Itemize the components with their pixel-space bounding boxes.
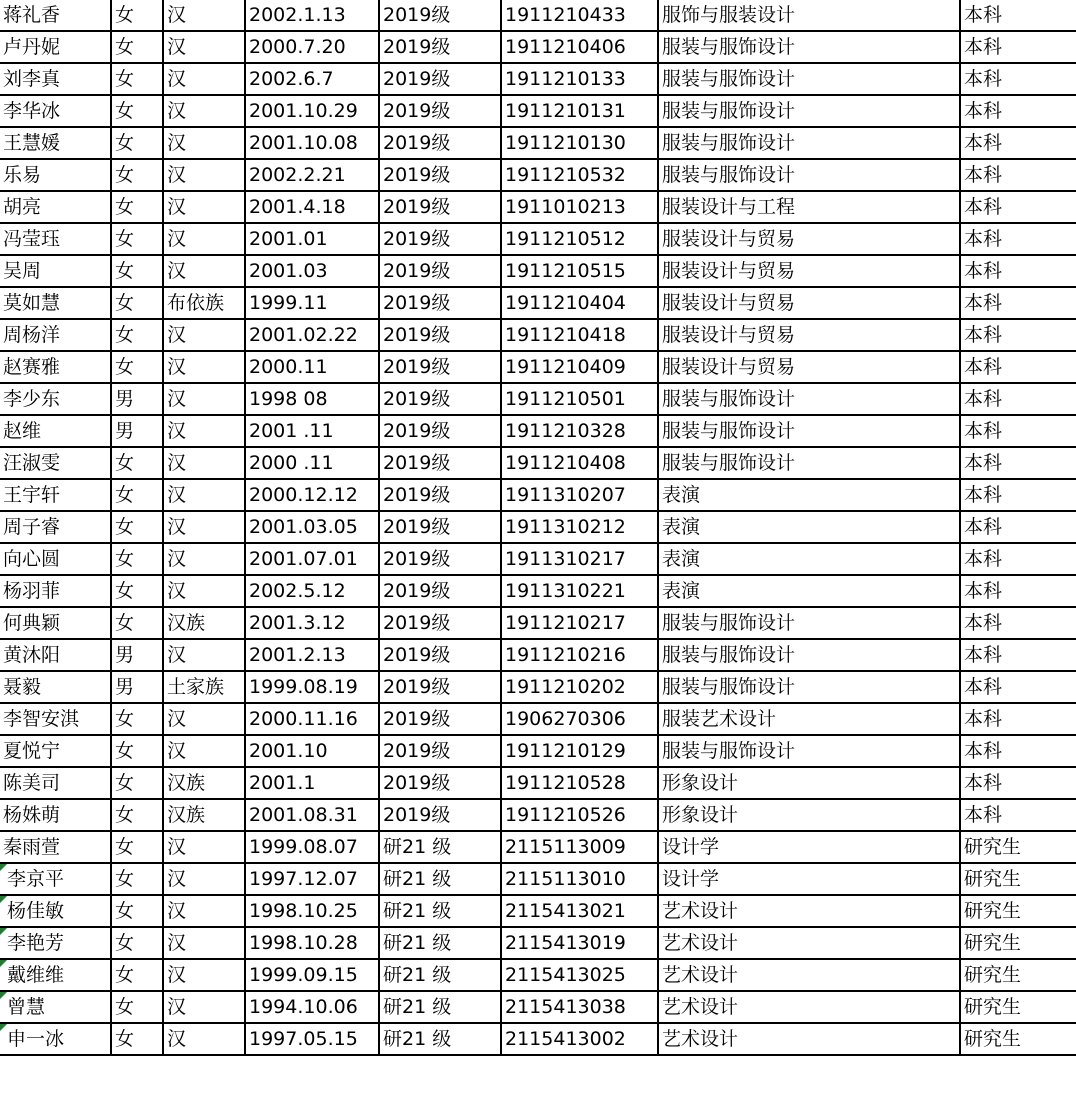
ethnicity-cell[interactable]: 汉 [163, 895, 245, 927]
table-row [0, 511, 1076, 543]
gender-cell[interactable]: 女 [111, 543, 163, 575]
ethnicity-cell[interactable]: 布依族 [163, 287, 245, 319]
major-cell[interactable]: 服装与服饰设计 [658, 735, 960, 767]
major-cell[interactable]: 服装与服饰设计 [658, 63, 960, 95]
degree-level-cell[interactable]: 本科 [960, 223, 1076, 255]
name-cell[interactable]: 向心圆 [0, 543, 111, 575]
major-cell[interactable]: 艺术设计 [658, 959, 960, 991]
ethnicity-cell[interactable]: 汉 [163, 959, 245, 991]
name-cell[interactable]: 卢丹妮 [0, 31, 111, 63]
grade-cell[interactable]: 2019级 [379, 31, 501, 63]
degree-level-cell[interactable]: 研究生 [960, 895, 1076, 927]
major-cell[interactable]: 服装与服饰设计 [658, 383, 960, 415]
name-cell[interactable]: 秦雨萱 [0, 831, 111, 863]
student-id-cell[interactable]: 1906270306 [501, 703, 658, 735]
degree-level-cell[interactable]: 本科 [960, 735, 1076, 767]
degree-level-cell[interactable]: 本科 [960, 95, 1076, 127]
table-row [0, 351, 1076, 383]
degree-level-cell[interactable]: 研究生 [960, 991, 1076, 1023]
degree-level-cell[interactable]: 本科 [960, 63, 1076, 95]
ethnicity-cell[interactable]: 汉 [163, 95, 245, 127]
major-cell[interactable]: 服装与服饰设计 [658, 639, 960, 671]
grade-cell[interactable]: 2019级 [379, 415, 501, 447]
major-cell[interactable]: 设计学 [658, 831, 960, 863]
degree-level-cell[interactable]: 研究生 [960, 959, 1076, 991]
grade-cell[interactable]: 2019级 [379, 767, 501, 799]
grade-cell[interactable]: 2019级 [379, 159, 501, 191]
birth-date-cell[interactable]: 2000.7.20 [245, 31, 379, 63]
grade-cell[interactable]: 研21 级 [379, 959, 501, 991]
student-id-cell[interactable]: 1911310212 [501, 511, 658, 543]
gender-cell[interactable]: 男 [111, 415, 163, 447]
student-id-cell[interactable]: 2115413038 [501, 991, 658, 1023]
birth-date-cell[interactable]: 2002.5.12 [245, 575, 379, 607]
birth-date-cell[interactable]: 1999.11 [245, 287, 379, 319]
grade-cell[interactable]: 2019级 [379, 607, 501, 639]
ethnicity-cell[interactable]: 汉 [163, 639, 245, 671]
ethnicity-cell[interactable]: 汉族 [163, 799, 245, 831]
table-row [0, 479, 1076, 511]
name-cell[interactable]: 李华冰 [0, 95, 111, 127]
birth-date-cell[interactable]: 2000.12.12 [245, 479, 379, 511]
table-row [0, 767, 1076, 799]
student-id-cell[interactable]: 1911210404 [501, 287, 658, 319]
name-cell[interactable]: 周杨洋 [0, 319, 111, 351]
grade-cell[interactable]: 2019级 [379, 799, 501, 831]
degree-level-cell[interactable]: 本科 [960, 543, 1076, 575]
name-cell[interactable]: 吴周 [0, 255, 111, 287]
table-row [0, 31, 1076, 63]
table-row [0, 383, 1076, 415]
gender-cell[interactable]: 女 [111, 895, 163, 927]
ethnicity-cell[interactable]: 汉 [163, 575, 245, 607]
major-cell[interactable]: 服装设计与贸易 [658, 223, 960, 255]
student-id-cell[interactable]: 1911210216 [501, 639, 658, 671]
table-row [0, 959, 1076, 991]
table-row [0, 735, 1076, 767]
major-cell[interactable]: 服装与服饰设计 [658, 607, 960, 639]
table-row [0, 287, 1076, 319]
major-cell[interactable]: 服装与服饰设计 [658, 159, 960, 191]
gender-cell[interactable]: 女 [111, 31, 163, 63]
ethnicity-cell[interactable]: 汉 [163, 479, 245, 511]
ethnicity-cell[interactable]: 汉 [163, 319, 245, 351]
degree-level-cell[interactable]: 本科 [960, 415, 1076, 447]
ethnicity-cell[interactable]: 汉 [163, 831, 245, 863]
degree-level-cell[interactable]: 本科 [960, 447, 1076, 479]
major-cell[interactable]: 表演 [658, 479, 960, 511]
name-cell[interactable]: 李少东 [0, 383, 111, 415]
gender-cell[interactable]: 女 [111, 575, 163, 607]
student-id-cell[interactable]: 1911310207 [501, 479, 658, 511]
name-cell[interactable]: 黄沐阳 [0, 639, 111, 671]
grade-cell[interactable]: 2019级 [379, 287, 501, 319]
student-id-cell[interactable]: 1911310217 [501, 543, 658, 575]
student-id-cell[interactable]: 2115113010 [501, 863, 658, 895]
student-id-cell[interactable]: 2115113009 [501, 831, 658, 863]
major-cell[interactable]: 服装与服饰设计 [658, 671, 960, 703]
student-id-cell[interactable]: 1911210526 [501, 799, 658, 831]
ethnicity-cell[interactable]: 汉 [163, 927, 245, 959]
major-cell[interactable]: 服饰与服装设计 [658, 0, 960, 31]
degree-level-cell[interactable]: 本科 [960, 671, 1076, 703]
gender-cell[interactable]: 女 [111, 735, 163, 767]
birth-date-cell[interactable]: 2001.03.05 [245, 511, 379, 543]
grade-cell[interactable]: 研21 级 [379, 831, 501, 863]
grade-cell[interactable]: 2019级 [379, 255, 501, 287]
grade-cell[interactable]: 研21 级 [379, 895, 501, 927]
ethnicity-cell[interactable]: 汉 [163, 447, 245, 479]
name-cell[interactable]: 杨羽菲 [0, 575, 111, 607]
birth-date-cell[interactable]: 1998 08 [245, 383, 379, 415]
major-cell[interactable]: 设计学 [658, 863, 960, 895]
gender-cell[interactable]: 女 [111, 767, 163, 799]
name-cell[interactable]: 陈美司 [0, 767, 111, 799]
major-cell[interactable]: 服装艺术设计 [658, 703, 960, 735]
student-id-cell[interactable]: 1911210408 [501, 447, 658, 479]
name-cell[interactable]: 何典颖 [0, 607, 111, 639]
grade-cell[interactable]: 2019级 [379, 447, 501, 479]
major-cell[interactable]: 服装设计与贸易 [658, 319, 960, 351]
gender-cell[interactable]: 女 [111, 351, 163, 383]
grade-cell[interactable]: 2019级 [379, 319, 501, 351]
gender-cell[interactable]: 女 [111, 479, 163, 511]
birth-date-cell[interactable]: 2001.08.31 [245, 799, 379, 831]
ethnicity-cell[interactable]: 汉 [163, 255, 245, 287]
table-row [0, 447, 1076, 479]
birth-date-cell[interactable]: 1999.09.15 [245, 959, 379, 991]
grade-cell[interactable]: 2019级 [379, 383, 501, 415]
grade-cell[interactable]: 2019级 [379, 735, 501, 767]
student-id-cell[interactable]: 1911210512 [501, 223, 658, 255]
birth-date-cell[interactable]: 2001.03 [245, 255, 379, 287]
table-row [0, 191, 1076, 223]
name-cell[interactable]: 王慧媛 [0, 127, 111, 159]
student-id-cell[interactable]: 1911210515 [501, 255, 658, 287]
ethnicity-cell[interactable]: 汉族 [163, 767, 245, 799]
degree-level-cell[interactable]: 本科 [960, 479, 1076, 511]
table-row [0, 703, 1076, 735]
birth-date-cell[interactable]: 2000.11 [245, 351, 379, 383]
gender-cell[interactable]: 女 [111, 159, 163, 191]
name-cell[interactable]: 王宇轩 [0, 479, 111, 511]
gender-cell[interactable]: 女 [111, 799, 163, 831]
degree-level-cell[interactable]: 本科 [960, 703, 1076, 735]
name-cell[interactable]: 聂毅 [0, 671, 111, 703]
table-row [0, 223, 1076, 255]
major-cell[interactable]: 艺术设计 [658, 895, 960, 927]
degree-level-cell[interactable]: 本科 [960, 287, 1076, 319]
major-cell[interactable]: 服装设计与贸易 [658, 287, 960, 319]
degree-level-cell[interactable]: 本科 [960, 127, 1076, 159]
table-row [0, 607, 1076, 639]
ethnicity-cell[interactable]: 汉 [163, 191, 245, 223]
gender-cell[interactable]: 女 [111, 1023, 163, 1055]
birth-date-cell[interactable]: 2001.02.22 [245, 319, 379, 351]
birth-date-cell[interactable]: 2001.10 [245, 735, 379, 767]
degree-level-cell[interactable]: 研究生 [960, 927, 1076, 959]
student-id-cell[interactable]: 1911210328 [501, 415, 658, 447]
degree-level-cell[interactable]: 本科 [960, 191, 1076, 223]
degree-level-cell[interactable]: 本科 [960, 159, 1076, 191]
name-cell[interactable]: 赵赛雅 [0, 351, 111, 383]
table-row [0, 63, 1076, 95]
grade-cell[interactable]: 研21 级 [379, 863, 501, 895]
student-id-cell[interactable]: 1911210433 [501, 0, 658, 31]
ethnicity-cell[interactable]: 汉 [163, 703, 245, 735]
grade-cell[interactable]: 2019级 [379, 127, 501, 159]
student-id-cell[interactable]: 1911210217 [501, 607, 658, 639]
name-cell[interactable]: 冯莹珏 [0, 223, 111, 255]
major-cell[interactable]: 服装与服饰设计 [658, 127, 960, 159]
birth-date-cell[interactable]: 2001.01 [245, 223, 379, 255]
student-id-cell[interactable]: 1911210528 [501, 767, 658, 799]
degree-level-cell[interactable]: 本科 [960, 0, 1076, 31]
major-cell[interactable]: 艺术设计 [658, 991, 960, 1023]
degree-level-cell[interactable]: 研究生 [960, 831, 1076, 863]
birth-date-cell[interactable]: 2001.3.12 [245, 607, 379, 639]
major-cell[interactable]: 艺术设计 [658, 927, 960, 959]
gender-cell[interactable]: 女 [111, 319, 163, 351]
table-row [0, 95, 1076, 127]
degree-level-cell[interactable]: 本科 [960, 575, 1076, 607]
ethnicity-cell[interactable]: 汉 [163, 543, 245, 575]
ethnicity-cell[interactable]: 汉 [163, 415, 245, 447]
grade-cell[interactable]: 2019级 [379, 223, 501, 255]
grade-cell[interactable]: 2019级 [379, 543, 501, 575]
ethnicity-cell[interactable]: 汉 [163, 223, 245, 255]
gender-cell[interactable]: 女 [111, 703, 163, 735]
grade-cell[interactable]: 2019级 [379, 191, 501, 223]
ethnicity-cell[interactable]: 土家族 [163, 671, 245, 703]
birth-date-cell[interactable]: 1997.12.07 [245, 863, 379, 895]
ethnicity-cell[interactable]: 汉 [163, 991, 245, 1023]
birth-date-cell[interactable]: 1998.10.28 [245, 927, 379, 959]
birth-date-cell[interactable]: 2001.10.08 [245, 127, 379, 159]
degree-level-cell[interactable]: 本科 [960, 639, 1076, 671]
ethnicity-cell[interactable]: 汉 [163, 383, 245, 415]
table-row [0, 1023, 1076, 1055]
student-id-cell[interactable]: 1911210532 [501, 159, 658, 191]
name-cell[interactable]: 赵维 [0, 415, 111, 447]
gender-cell[interactable]: 女 [111, 959, 163, 991]
name-cell[interactable]: 周子睿 [0, 511, 111, 543]
ethnicity-cell[interactable]: 汉 [163, 735, 245, 767]
name-cell[interactable]: 曾慧 [0, 991, 111, 1023]
degree-level-cell[interactable]: 本科 [960, 607, 1076, 639]
ethnicity-cell[interactable]: 汉 [163, 159, 245, 191]
name-cell[interactable]: 胡亮 [0, 191, 111, 223]
table-row [0, 127, 1076, 159]
birth-date-cell[interactable]: 2002.6.7 [245, 63, 379, 95]
gender-cell[interactable]: 女 [111, 831, 163, 863]
gender-cell[interactable]: 女 [111, 287, 163, 319]
birth-date-cell[interactable]: 1994.10.06 [245, 991, 379, 1023]
table-row [0, 831, 1076, 863]
degree-level-cell[interactable]: 本科 [960, 383, 1076, 415]
grade-cell[interactable]: 2019级 [379, 95, 501, 127]
major-cell[interactable]: 表演 [658, 511, 960, 543]
major-cell[interactable]: 服装与服饰设计 [658, 31, 960, 63]
gender-cell[interactable]: 女 [111, 991, 163, 1023]
gender-cell[interactable]: 女 [111, 191, 163, 223]
major-cell[interactable]: 形象设计 [658, 799, 960, 831]
name-cell[interactable]: 夏悦宁 [0, 735, 111, 767]
gender-cell[interactable]: 女 [111, 447, 163, 479]
table-row [0, 543, 1076, 575]
major-cell[interactable]: 服装与服饰设计 [658, 447, 960, 479]
table-row [0, 255, 1076, 287]
birth-date-cell[interactable]: 2001.4.18 [245, 191, 379, 223]
grade-cell[interactable]: 2019级 [379, 671, 501, 703]
birth-date-cell[interactable]: 2001.10.29 [245, 95, 379, 127]
ethnicity-cell[interactable]: 汉族 [163, 607, 245, 639]
birth-date-cell[interactable]: 1998.10.25 [245, 895, 379, 927]
name-cell[interactable]: 申一冰 [0, 1023, 111, 1055]
ethnicity-cell[interactable]: 汉 [163, 63, 245, 95]
birth-date-cell[interactable]: 1997.05.15 [245, 1023, 379, 1055]
ethnicity-cell[interactable]: 汉 [163, 1023, 245, 1055]
student-id-cell[interactable]: 1911210409 [501, 351, 658, 383]
name-cell[interactable]: 刘李真 [0, 63, 111, 95]
birth-date-cell[interactable]: 2001 .11 [245, 415, 379, 447]
student-id-cell[interactable]: 1911210406 [501, 31, 658, 63]
gender-cell[interactable]: 男 [111, 671, 163, 703]
birth-date-cell[interactable]: 2002.1.13 [245, 0, 379, 31]
degree-level-cell[interactable]: 本科 [960, 351, 1076, 383]
major-cell[interactable]: 服装与服饰设计 [658, 415, 960, 447]
student-id-cell[interactable]: 2115413021 [501, 895, 658, 927]
ethnicity-cell[interactable]: 汉 [163, 863, 245, 895]
table-row [0, 319, 1076, 351]
major-cell[interactable]: 表演 [658, 575, 960, 607]
birth-date-cell[interactable]: 2001.1 [245, 767, 379, 799]
birth-date-cell[interactable]: 2000 .11 [245, 447, 379, 479]
name-cell[interactable]: 乐易 [0, 159, 111, 191]
table-row [0, 991, 1076, 1023]
ethnicity-cell[interactable]: 汉 [163, 511, 245, 543]
student-id-cell[interactable]: 1911010213 [501, 191, 658, 223]
student-id-cell[interactable]: 2115413002 [501, 1023, 658, 1055]
name-cell[interactable]: 李京平 [0, 863, 111, 895]
gender-cell[interactable]: 男 [111, 383, 163, 415]
gender-cell[interactable]: 女 [111, 0, 163, 31]
student-id-cell[interactable]: 1911210131 [501, 95, 658, 127]
gender-cell[interactable]: 女 [111, 223, 163, 255]
student-id-cell[interactable]: 1911210202 [501, 671, 658, 703]
major-cell[interactable]: 表演 [658, 543, 960, 575]
name-cell[interactable]: 李智安淇 [0, 703, 111, 735]
grade-cell[interactable]: 2019级 [379, 703, 501, 735]
birth-date-cell[interactable]: 2002.2.21 [245, 159, 379, 191]
degree-level-cell[interactable]: 本科 [960, 31, 1076, 63]
gender-cell[interactable]: 女 [111, 607, 163, 639]
grade-cell[interactable]: 2019级 [379, 575, 501, 607]
grade-cell[interactable]: 2019级 [379, 511, 501, 543]
gender-cell[interactable]: 女 [111, 927, 163, 959]
name-cell[interactable]: 李艳芳 [0, 927, 111, 959]
student-id-cell[interactable]: 1911210133 [501, 63, 658, 95]
table-row [0, 415, 1076, 447]
grade-cell[interactable]: 2019级 [379, 351, 501, 383]
student-id-cell[interactable]: 1911210130 [501, 127, 658, 159]
major-cell[interactable]: 服装设计与贸易 [658, 255, 960, 287]
gender-cell[interactable]: 女 [111, 255, 163, 287]
major-cell[interactable]: 艺术设计 [658, 1023, 960, 1055]
student-id-cell[interactable]: 1911210501 [501, 383, 658, 415]
grade-cell[interactable]: 研21 级 [379, 1023, 501, 1055]
table-row [0, 159, 1076, 191]
grade-cell[interactable]: 2019级 [379, 63, 501, 95]
table-row [0, 639, 1076, 671]
birth-date-cell[interactable]: 1999.08.07 [245, 831, 379, 863]
major-cell[interactable]: 形象设计 [658, 767, 960, 799]
student-id-cell[interactable]: 1911310221 [501, 575, 658, 607]
grade-cell[interactable]: 2019级 [379, 479, 501, 511]
degree-level-cell[interactable]: 本科 [960, 255, 1076, 287]
ethnicity-cell[interactable]: 汉 [163, 351, 245, 383]
grade-cell[interactable]: 2019级 [379, 0, 501, 31]
student-id-cell[interactable]: 2115413019 [501, 927, 658, 959]
degree-level-cell[interactable]: 本科 [960, 319, 1076, 351]
degree-level-cell[interactable]: 本科 [960, 511, 1076, 543]
name-cell[interactable]: 莫如慧 [0, 287, 111, 319]
table-row [0, 671, 1076, 703]
table-row [0, 799, 1076, 831]
name-cell[interactable]: 蒋礼香 [0, 0, 111, 31]
student-id-cell[interactable]: 2115413025 [501, 959, 658, 991]
degree-level-cell[interactable]: 本科 [960, 799, 1076, 831]
degree-level-cell[interactable]: 研究生 [960, 863, 1076, 895]
grade-cell[interactable]: 2019级 [379, 639, 501, 671]
table-row [0, 575, 1076, 607]
table-row [0, 927, 1076, 959]
gender-cell[interactable]: 女 [111, 511, 163, 543]
major-cell[interactable]: 服装与服饰设计 [658, 95, 960, 127]
table-row [0, 895, 1076, 927]
name-cell[interactable]: 戴维维 [0, 959, 111, 991]
ethnicity-cell[interactable]: 汉 [163, 0, 245, 31]
birth-date-cell[interactable]: 2001.07.01 [245, 543, 379, 575]
gender-cell[interactable]: 女 [111, 63, 163, 95]
degree-level-cell[interactable]: 本科 [960, 767, 1076, 799]
name-cell[interactable]: 汪淑雯 [0, 447, 111, 479]
gender-cell[interactable]: 男 [111, 639, 163, 671]
birth-date-cell[interactable]: 2001.2.13 [245, 639, 379, 671]
grade-cell[interactable]: 研21 级 [379, 991, 501, 1023]
gender-cell[interactable]: 女 [111, 863, 163, 895]
grade-cell[interactable]: 研21 级 [379, 927, 501, 959]
major-cell[interactable]: 服装设计与工程 [658, 191, 960, 223]
ethnicity-cell[interactable]: 汉 [163, 127, 245, 159]
major-cell[interactable]: 服装设计与贸易 [658, 351, 960, 383]
birth-date-cell[interactable]: 1999.08.19 [245, 671, 379, 703]
degree-level-cell[interactable]: 研究生 [960, 1023, 1076, 1055]
table-row [0, 863, 1076, 895]
name-cell[interactable]: 杨佳敏 [0, 895, 111, 927]
ethnicity-cell[interactable]: 汉 [163, 31, 245, 63]
table-row [0, 0, 1076, 31]
gender-cell[interactable]: 女 [111, 95, 163, 127]
name-cell[interactable]: 杨姝萌 [0, 799, 111, 831]
birth-date-cell[interactable]: 2000.11.16 [245, 703, 379, 735]
student-id-cell[interactable]: 1911210418 [501, 319, 658, 351]
student-id-cell[interactable]: 1911210129 [501, 735, 658, 767]
gender-cell[interactable]: 女 [111, 127, 163, 159]
